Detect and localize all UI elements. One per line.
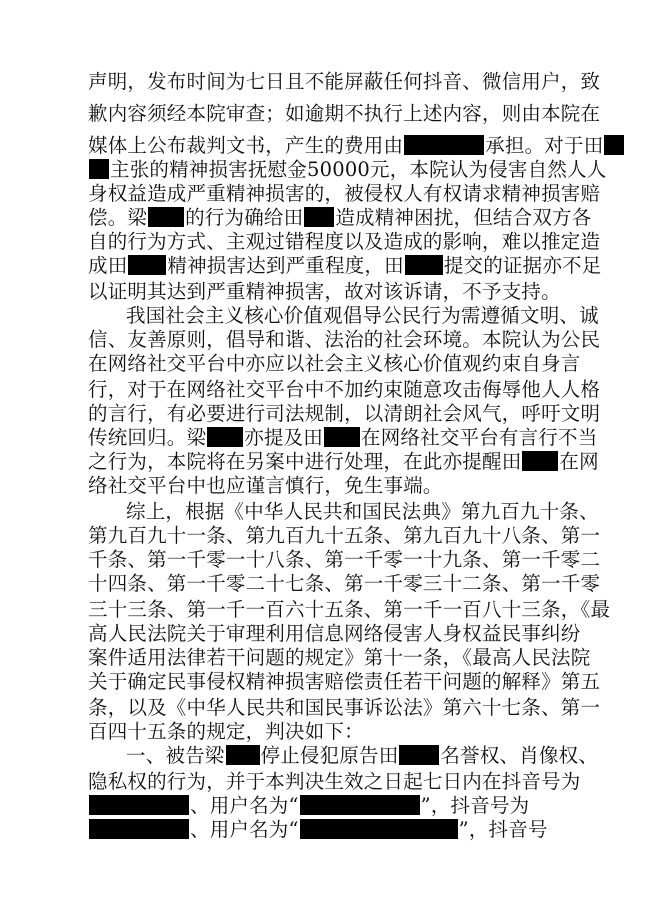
text-line: [88, 450, 599, 474]
text-line: 关于确定民事侵权精神损害赔偿责任若干问题的解释》第五: [88, 670, 601, 693]
text-line: 综上，根据《中华人民共和国民法典》第九百九十条、: [126, 500, 599, 523]
redaction-block: [300, 819, 458, 839]
text-segment: 、用户名为“: [190, 794, 299, 817]
text-line: [88, 426, 598, 450]
text-line: 身权益造成严重精神损害的，被侵权人有权请求精神损害赔: [88, 182, 601, 205]
text-line: 声明，发布时间为七日且不能屏蔽任何抖音、微信用户，致: [88, 70, 601, 93]
text-line: 三十三条、第一千一百六十五条、第一千一百八十三条，《最: [88, 598, 611, 621]
text-segment: 传统回归。梁: [88, 426, 207, 449]
text-segment: 偿。梁: [88, 206, 148, 229]
text-segment: 亦提及田: [244, 426, 324, 449]
text-line: 在网络社交平台中亦应以社会主义核心价值观约束自身言: [88, 352, 581, 375]
redaction-block: [89, 819, 189, 839]
text-line: 十四条、第一千零二十七条、第一千零三十二条、第一千零: [88, 572, 601, 595]
text-line: 高人民法院关于审理利用信息网络侵害人身权益民事纠纷: [88, 622, 581, 645]
text-line: 的言行，有必要进行司法规制，以清朗社会风气，呼吁文明: [88, 402, 601, 425]
text-segment: 在网络社交平台有言行不当: [361, 426, 598, 449]
redaction-block: [207, 427, 243, 447]
redaction-block: [522, 451, 558, 471]
redaction-block: [324, 427, 360, 447]
text-line: [88, 794, 558, 818]
text-segment: 名誉权、肖像权、: [440, 744, 599, 767]
redaction-block: [128, 255, 166, 275]
redaction-block: [405, 255, 443, 275]
redaction-block: [148, 207, 184, 227]
text-line: [88, 206, 592, 230]
text-line: 隐私权的行为，并于本判决生效之日起七日内在抖音号为: [88, 770, 581, 793]
text-segment: 停止侵犯原告田: [260, 744, 399, 767]
text-segment: 一、被告梁: [126, 744, 225, 767]
redaction-block: [404, 135, 484, 155]
redaction-block: [399, 745, 439, 765]
text-line: 我国社会主义核心价值观倡导公民行为需遵循文明、诚: [126, 304, 599, 327]
text-line: 信、友善原则，倡导和谐、法治的社会环境。本院认为公民: [88, 328, 601, 351]
text-segment: 的行为确给田: [185, 206, 304, 229]
text-segment: 媒体上公布裁判文书，产生的费用由: [88, 134, 404, 157]
text-segment: 精神损害达到严重程度，田: [167, 254, 404, 277]
text-line: 歉内容须经本院审查；如逾期不执行上述内容，则由本院在: [88, 102, 601, 125]
text-segment: ”，抖音号为: [420, 794, 530, 817]
text-segment: 、用户名为“: [190, 818, 299, 841]
redaction-block: [300, 795, 420, 815]
text-segment: 在网: [559, 450, 599, 473]
text-line: 络社交平台中也应谨言慎行，免生事端。: [88, 474, 443, 497]
redaction-block: [89, 795, 189, 815]
text-line: 案件适用法律若干问题的规定》第十一条，《最高人民法院: [88, 646, 591, 669]
text-segment: 主张的精神损害抚慰金50000元，本院认为侵害自然人人: [110, 158, 607, 181]
text-line: 自的行为方式、主观过错程度以及造成的影响，难以推定造: [88, 230, 601, 253]
text-line: 行，对于在网络社交平台中不加约束随意攻击侮辱他人人格: [88, 378, 601, 401]
text-segment: 造成精神困扰，但结合双方各: [335, 206, 592, 229]
redaction-block: [304, 207, 334, 227]
text-segment: ”，抖音号: [458, 818, 548, 841]
text-line: [88, 134, 604, 158]
redaction-block: [89, 159, 109, 179]
text-line: 第九百九十一条、第九百九十五条、第九百九十八条、第一: [88, 524, 601, 547]
text-line: [88, 158, 607, 182]
text-line: 条，以及《中华人民共和国民事诉讼法》第六十七条、第一: [88, 696, 601, 719]
text-segment: 提交的证据亦不足: [443, 254, 602, 277]
text-segment: 承担。对于田: [485, 134, 604, 157]
redaction-block: [226, 745, 260, 765]
text-line: 千条、第一千零一十八条、第一千零一十九条、第一千零二: [88, 548, 601, 571]
text-segment: 之行为，本院将在另案中进行处理，在此亦提醒田: [88, 450, 522, 473]
text-segment: 成田: [88, 254, 128, 277]
text-line: [88, 254, 602, 278]
redaction-block: [604, 135, 624, 155]
text-line: 百四十五条的规定，判决如下：: [88, 720, 364, 743]
text-line: 以证明其达到严重精神损害，故对该诉请，不予支持。: [88, 280, 561, 303]
text-line: [88, 744, 599, 768]
text-line: [88, 818, 558, 842]
